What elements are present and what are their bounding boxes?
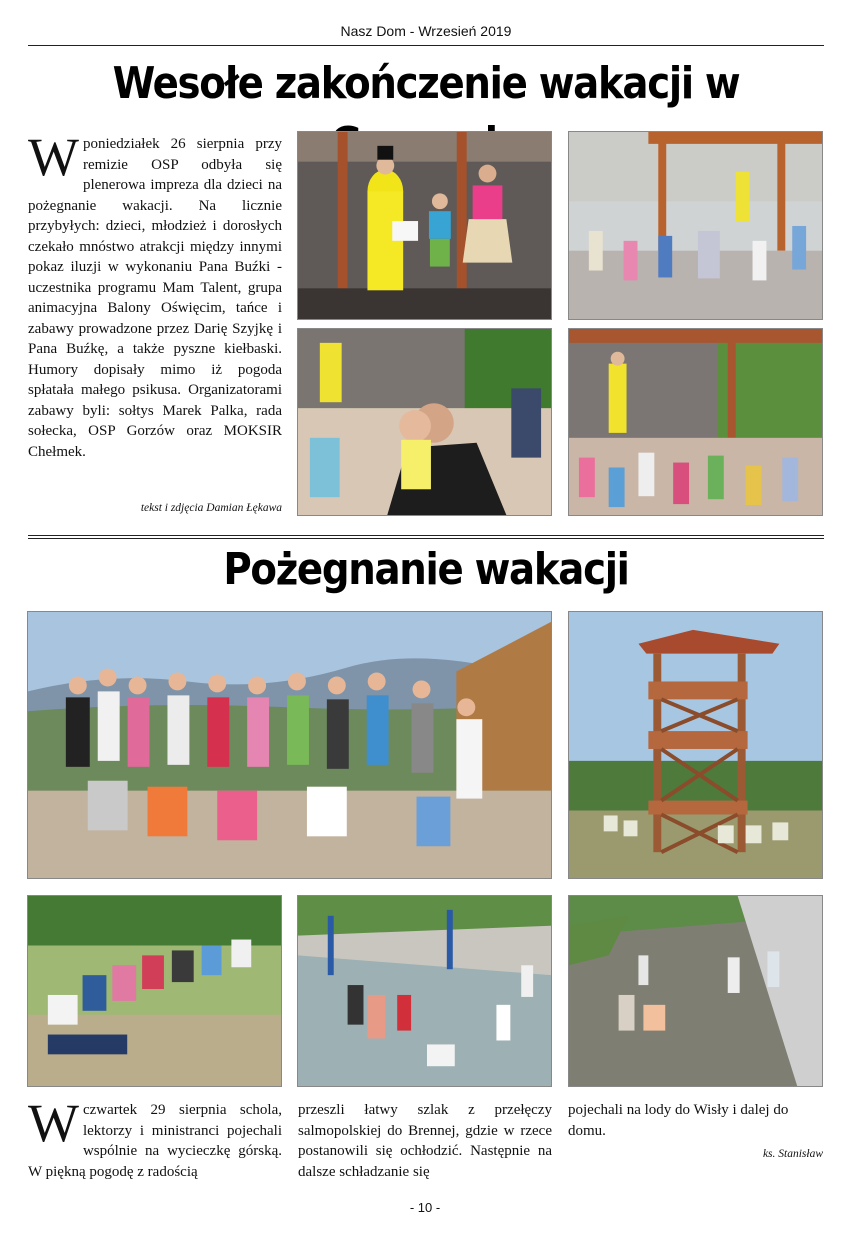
- photo-dancing-children: [568, 131, 823, 320]
- running-header: Nasz Dom - Wrzesień 2019: [28, 20, 824, 46]
- photo-resting-forest: [27, 895, 282, 1087]
- photo-lookout-tower: [568, 611, 823, 879]
- photo-magic-show-audience: [568, 328, 823, 516]
- photo-group-mountains: [27, 611, 552, 879]
- photo-river-brenna: [297, 895, 552, 1087]
- article-body-text: poniedziałek 26 sierpnia przy remizie OSP odbyła się plenerowa impreza dla dzieci na pożegnanie wakacji. Na licznie przybyłych: dzieci, młodzież i dorosłych czekało mnóstwo atrakcji między innymi pokaz iluzji w wykonaniu Pana Buźki - uczestnika programu Mam Talent, grupa animacyjna Balony Oświęcim, tańce i zabawy prowadzone przez Darię Szyjkę i Pana Buźkę, a także pyszne kiełbaski. Humory dopisały mimo iż pogoda spłatała małego psikusa. Organizatorami zabawy byli: sołtys Marek Palka, rada sołecka, OSP Gorzów oraz MOKSIR Chełmek.: [28, 136, 282, 460]
- section-divider: [28, 535, 824, 539]
- article-body: [28, 127, 282, 462]
- photo-mother-daughter: [297, 328, 552, 516]
- article-body-column-1: [28, 1093, 282, 1182]
- photo-credit: tekst i zdjęcia Damian Łękawa: [140, 502, 282, 514]
- photo-river-wading: [568, 895, 823, 1087]
- drop-cap: W: [28, 127, 79, 187]
- author-credit: ks. Stanisław: [762, 1148, 823, 1160]
- page-number: - 10 -: [409, 1200, 441, 1215]
- article-body-column-2: przeszli łatwy szlak z przełęczy salmopolskiej do Brennej, gdzie w rzece postanowili się ochłodzić. Następnie na dalsze schładzanie się: [298, 1102, 552, 1180]
- article-title: Pożegnanie wakacji: [223, 544, 629, 595]
- article-body-text: czwartek 29 sierpnia schola, lektorzy i ministranci pojechali wspólnie na wycieczkę górską. W piękną pogodę z radością: [28, 1102, 282, 1180]
- article-body-column-3: pojechali na lody do Wisły i dalej do domu.: [568, 1102, 789, 1139]
- article-title: Wesołe zakończenie wakacji w: [112, 58, 740, 109]
- drop-cap: W: [28, 1093, 79, 1153]
- photo-magician-stage: [297, 131, 552, 320]
